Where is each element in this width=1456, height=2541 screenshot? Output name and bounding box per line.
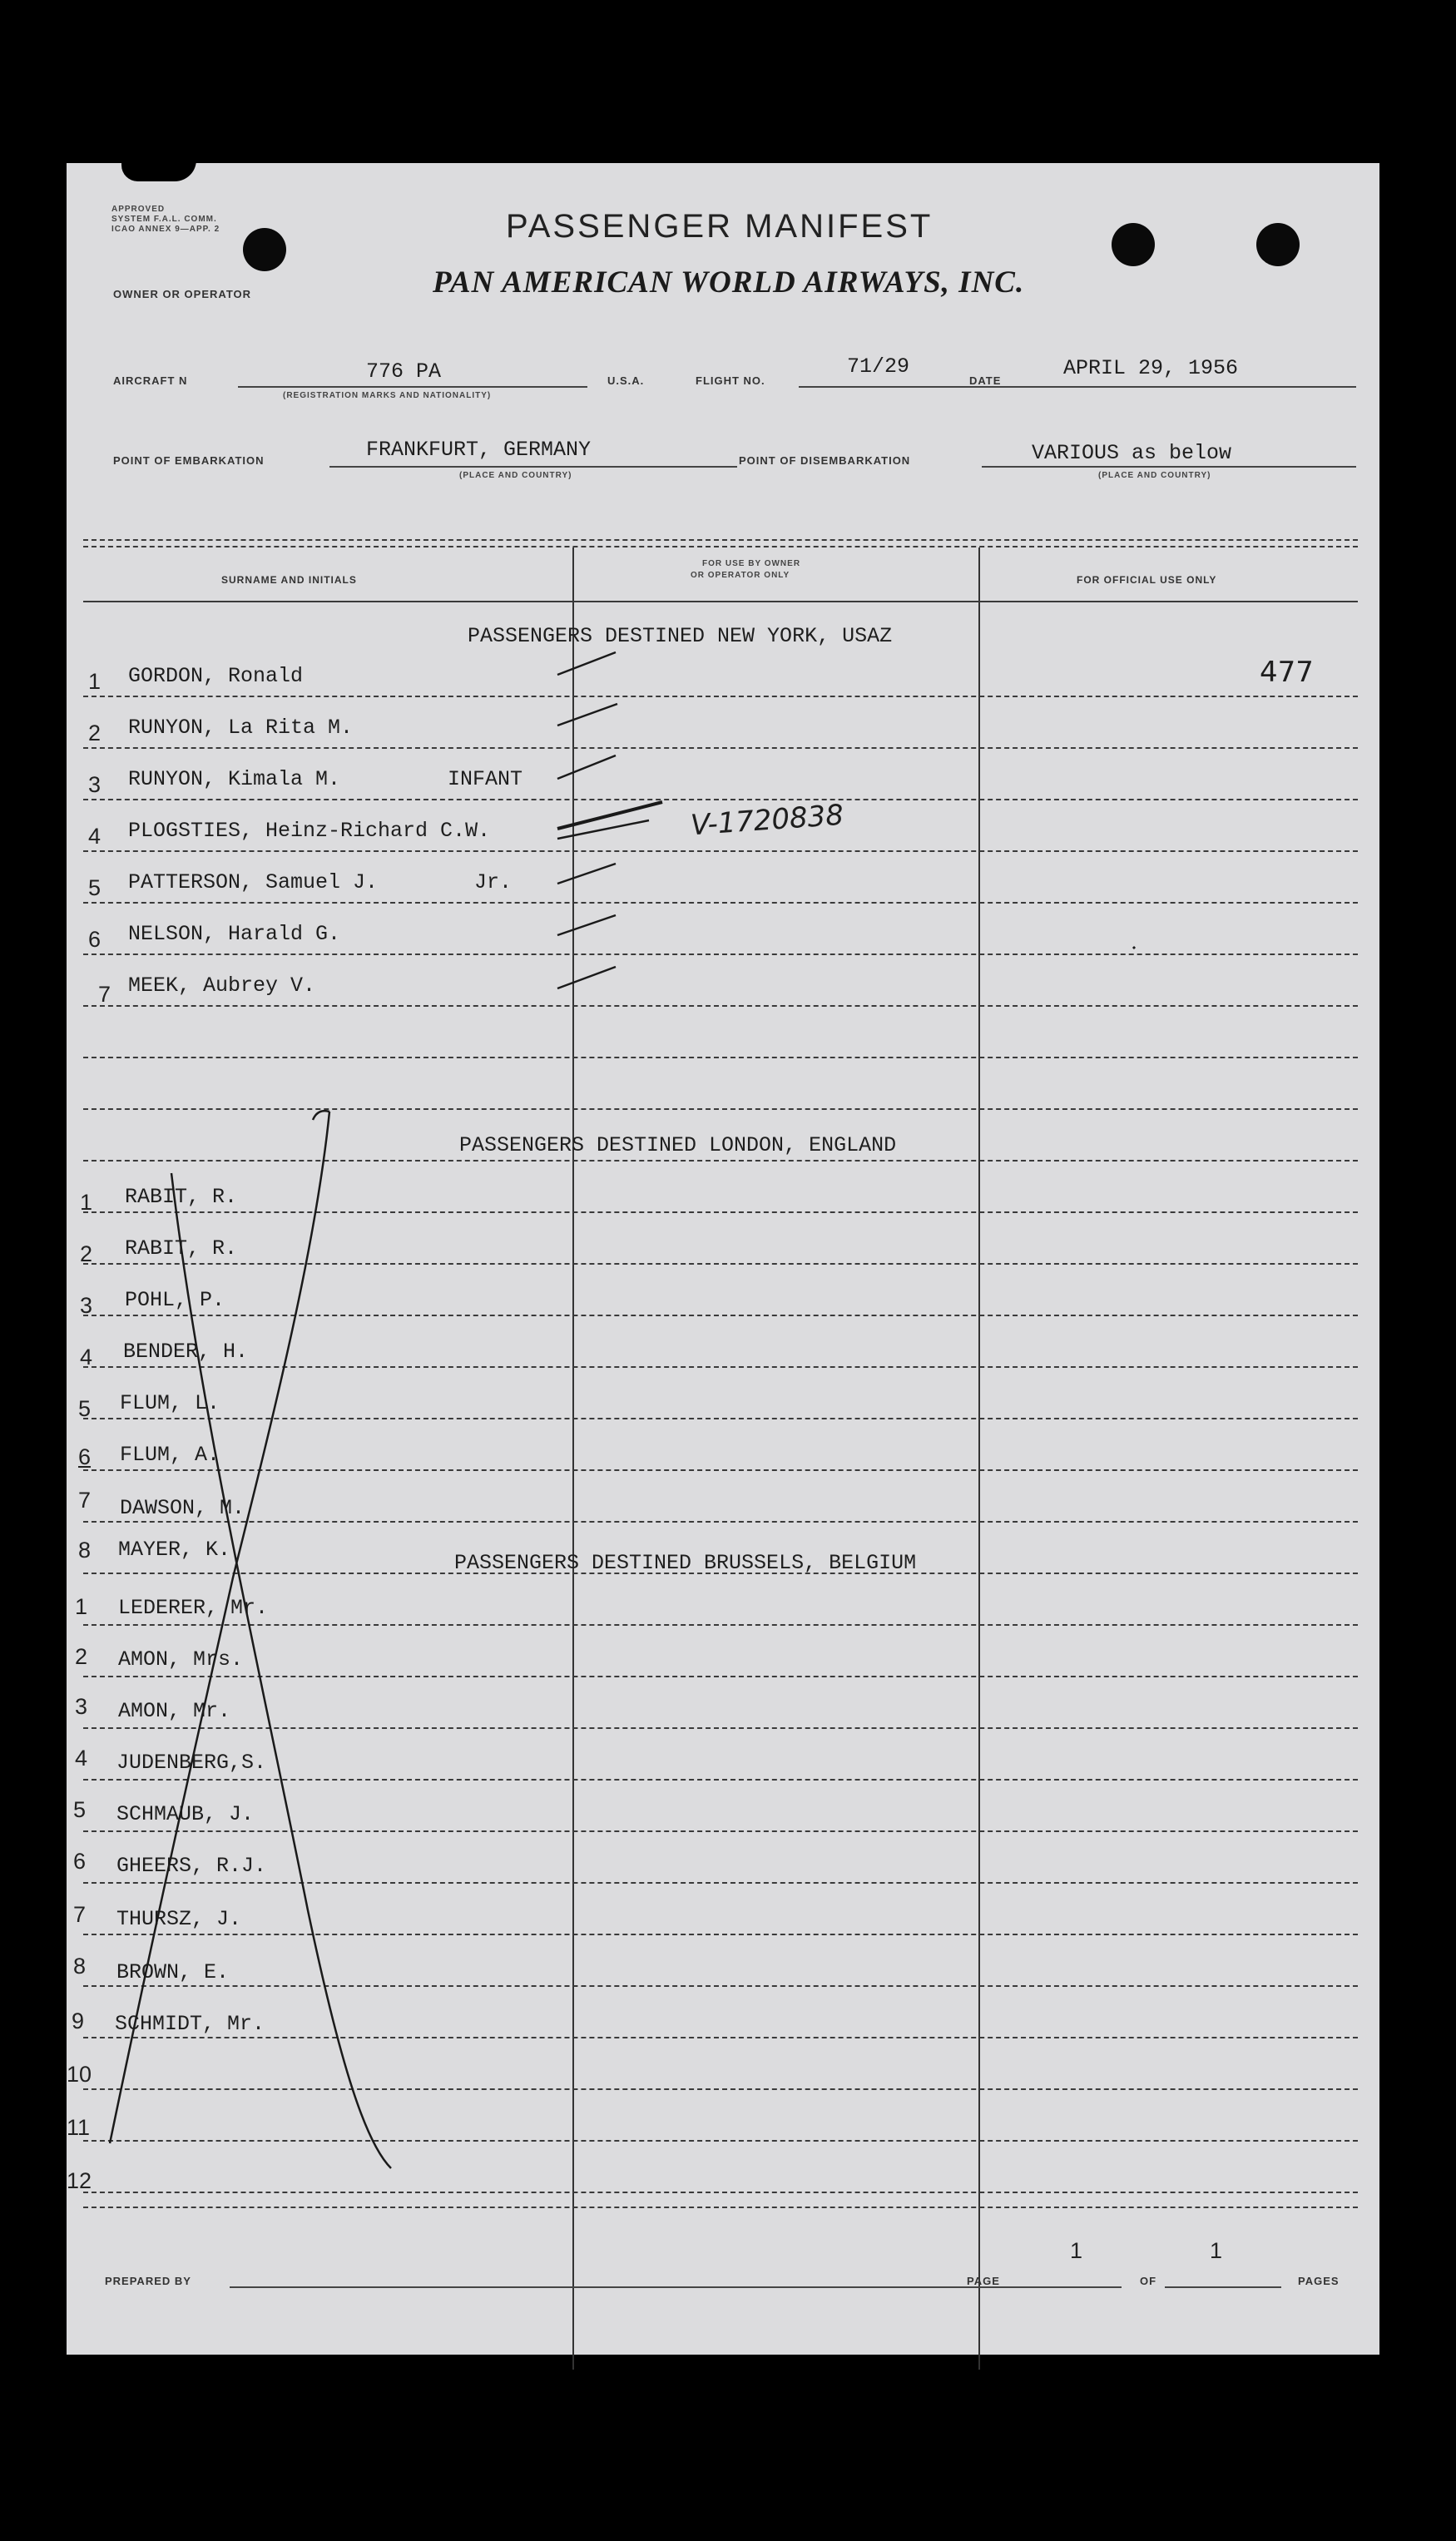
check-mark [557, 652, 616, 675]
row-number: 7 [73, 1902, 87, 1927]
flight-label: FLIGHT NO. [696, 374, 765, 387]
passenger-name: MAYER, K. [118, 1538, 231, 1562]
passenger-name: GORDON, Ronald [128, 664, 304, 688]
passenger-name: BROWN, E. [116, 1960, 230, 1984]
disembarkation-sub-label: (PLACE AND COUNTRY) [1098, 471, 1211, 480]
row-number: 3 [88, 772, 102, 797]
passenger-name: THURSZ, J. [116, 1907, 242, 1931]
passenger-name: DAWSON, M. [120, 1496, 245, 1520]
date-value: APRIL 29, 1956 [1063, 356, 1239, 380]
stray-dot [1133, 947, 1135, 949]
row-number: 7 [98, 982, 111, 1007]
check-mark [557, 755, 616, 779]
row-number: 5 [73, 1797, 87, 1822]
passenger-name: NELSON, Harald G. [128, 922, 341, 946]
row-number: 7 [78, 1488, 92, 1513]
passenger-name: SCHMAUB, J. [116, 1802, 255, 1826]
passenger-name: MEEK, Aubrey V. [128, 973, 316, 998]
column-header-owner-2: OR OPERATOR ONLY [691, 571, 790, 580]
row-number: 1 [75, 1594, 88, 1619]
column-header-owner-1: FOR USE BY OWNER [702, 559, 801, 568]
owner-label: OWNER OR OPERATOR [113, 288, 252, 300]
passenger-name: SCHMIDT, Mr. [115, 2012, 265, 2036]
passenger-name: JUDENBERG,S. [116, 1751, 267, 1775]
row-number: 12 [67, 2168, 92, 2193]
passenger-name: FLUM, L. [120, 1391, 220, 1415]
embarkation-value: FRANKFURT, GERMANY [366, 438, 592, 462]
passenger-name: RUNYON, La Rita M. [128, 716, 354, 740]
column-header-official: FOR OFFICIAL USE ONLY [1077, 574, 1217, 586]
disembarkation-value: VARIOUS as below [1032, 441, 1232, 465]
passenger-name: RABIT, R. [125, 1185, 238, 1209]
aircraft-label: AIRCRAFT N [113, 374, 188, 387]
check-mark [557, 802, 662, 829]
of-value: 1 [1210, 2238, 1223, 2263]
embarkation-sub-label: (PLACE AND COUNTRY) [459, 471, 572, 480]
row-number: 4 [88, 824, 102, 849]
cross-out-line-3 [171, 1173, 391, 2168]
passenger-name: RABIT, R. [125, 1236, 238, 1261]
section-header-new-york: PASSENGERS DESTINED NEW YORK, USAZ [468, 624, 893, 648]
pen-marks [67, 163, 1379, 2355]
row-number: 5 [78, 1396, 92, 1421]
passenger-note: Jr. [474, 870, 513, 894]
check-mark [557, 967, 616, 988]
manifest-sheet [67, 163, 1379, 2355]
row-number: 9 [72, 2009, 85, 2033]
row-number: 6 [78, 1444, 92, 1469]
operator-name: PAN AMERICAN WORLD AIRWAYS, INC. [433, 265, 1025, 300]
passenger-name: BENDER, H. [123, 1340, 249, 1364]
passenger-name: PATTERSON, Samuel J. [128, 870, 379, 894]
passenger-name: PLOGSTIES, Heinz-Richard C.W. [128, 819, 491, 843]
row-number: 2 [75, 1644, 88, 1669]
row-number: 4 [80, 1345, 93, 1370]
aircraft-value: 776 PA [366, 359, 442, 384]
disembarkation-label: POINT OF DISEMBARKATION [739, 454, 911, 467]
flight-value: 71/29 [847, 354, 910, 379]
section-header-brussels: PASSENGERS DESTINED BRUSSELS, BELGIUM [454, 1551, 917, 1575]
row-number: 8 [73, 1954, 87, 1979]
cross-out-line-2 [313, 1111, 329, 1120]
official-count-handwritten: 477 [1260, 656, 1314, 689]
section-header-london: PASSENGERS DESTINED LONDON, ENGLAND [459, 1133, 897, 1157]
row-number: 10 [67, 2062, 92, 2087]
embarkation-label: POINT OF EMBARKATION [113, 454, 265, 467]
passenger-name: POHL, P. [125, 1288, 225, 1312]
check-mark [557, 704, 617, 726]
approval-line-2: SYSTEM F.A.L. COMM. [111, 215, 217, 224]
approval-line-3: ICAO ANNEX 9—APP. 2 [111, 225, 220, 234]
aircraft-sub-label: (REGISTRATION MARKS AND NATIONALITY) [283, 391, 492, 400]
check-mark [557, 915, 616, 935]
row-number: 1 [80, 1190, 93, 1215]
passenger-name: GHEERS, R.J. [116, 1854, 267, 1878]
passenger-note: INFANT [448, 767, 523, 791]
approval-line-1: APPROVED [111, 205, 166, 214]
column-header-names: SURNAME AND INITIALS [221, 574, 357, 586]
row-number: 2 [80, 1241, 93, 1266]
row-number: 3 [80, 1293, 93, 1318]
passenger-name: AMON, Mrs. [118, 1647, 244, 1672]
row-number: 3 [75, 1694, 88, 1719]
passenger-name: AMON, Mr. [118, 1699, 231, 1723]
passenger-name: FLUM, A. [120, 1443, 220, 1467]
page-title: PASSENGER MANIFEST [506, 208, 934, 245]
row-number: 2 [88, 721, 102, 745]
row-number: 11 [67, 2115, 91, 2140]
row-number: 1 [88, 669, 102, 694]
cross-out-line-1 [110, 1112, 329, 2143]
usa-label: U.S.A. [607, 374, 645, 387]
date-label: DATE [969, 374, 1002, 387]
prepared-by-label: PREPARED BY [105, 2275, 191, 2287]
owner-note-handwritten: V-1720838 [689, 798, 845, 843]
check-mark [557, 820, 649, 839]
of-label: OF [1140, 2275, 1157, 2287]
row-number: 4 [75, 1746, 88, 1771]
page-value: 1 [1070, 2238, 1083, 2263]
row-number: 5 [88, 875, 102, 900]
page-label: PAGE [967, 2275, 1000, 2287]
pages-label: PAGES [1298, 2275, 1340, 2287]
row-number: 8 [78, 1538, 92, 1563]
row-number: 6 [88, 927, 102, 952]
passenger-name: LEDERER, Mr. [118, 1596, 269, 1620]
passenger-name: RUNYON, Kimala M. [128, 767, 341, 791]
check-mark [557, 864, 616, 884]
row-number: 6 [73, 1849, 87, 1874]
